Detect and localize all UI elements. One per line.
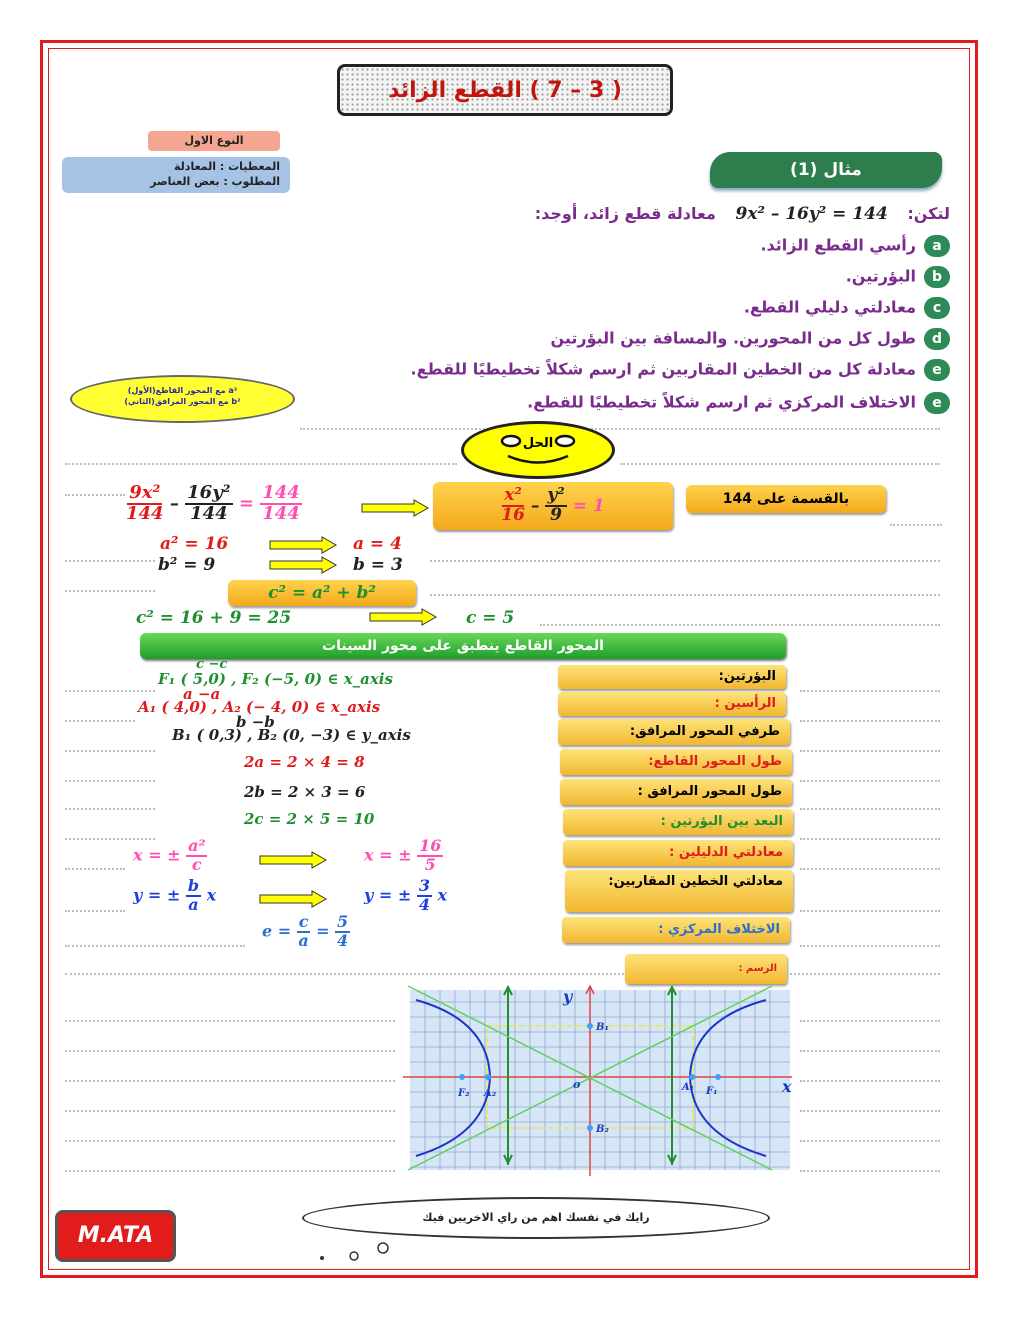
fraction [417, 838, 443, 874]
solution-label: الحل [522, 436, 554, 451]
label-foci: البؤرتين: [558, 665, 786, 689]
c-calculation: c² = 16 + 9 = 25 [136, 608, 292, 628]
numerator: 5 [337, 912, 349, 931]
a2-label: A₂ [484, 1088, 497, 1099]
asymptote-lhs: y = ± [364, 885, 412, 905]
y-axis-label: y [563, 987, 573, 1006]
item-text: رأسي القطع الزائد. [760, 235, 916, 255]
divide-label: بالقسمة على 144 [686, 485, 886, 513]
origin-label: o [573, 1078, 581, 1091]
cloud-line: b² مع المحور المرافق(الثاني) [124, 397, 241, 406]
denominator: 144 [262, 502, 300, 524]
required-text: المطلوب : بعض العناصر [150, 175, 280, 188]
denominator: 144 [126, 502, 164, 524]
numerator: 16y² [187, 482, 231, 503]
label-asymptotes: معادلتي الخطين المقاربين: [565, 870, 793, 912]
asymptote-lhs: y = ± [133, 885, 181, 905]
numerator: 144 [262, 482, 300, 503]
numerator: y² [547, 485, 565, 506]
denominator: 144 [190, 502, 228, 524]
asymptote-var: x [437, 885, 448, 905]
type-label: النوع الاول [148, 131, 280, 151]
a-squared: a² = 16 [160, 534, 229, 554]
item-text: معادلتي دليلي القطع. [743, 297, 916, 317]
author-badge: M.ATA [55, 1210, 176, 1262]
directrix-arrows [500, 985, 680, 1170]
intro-prefix: لتكن: [907, 204, 950, 223]
fraction [335, 914, 350, 950]
rhs: = 1 [572, 496, 605, 516]
arrow-tip-icon [668, 987, 676, 995]
x-axis-label: x [782, 1077, 792, 1096]
denominator: 9 [550, 505, 562, 525]
givens-text: المعطيات : المعادلة [174, 160, 280, 173]
denominator: 4 [418, 894, 430, 914]
arrow-icon [270, 537, 336, 553]
operator: – [169, 492, 179, 514]
label-transverse-length: طول المحور القاطع: [560, 749, 792, 775]
numerator: x² [504, 485, 522, 506]
item-text: طول كل من المحورين. والمسافة بين البؤرتين [550, 328, 916, 348]
arrow-tip-icon [668, 1155, 676, 1163]
directrix-lhs: x = ± [364, 845, 412, 865]
focus-point [715, 1074, 721, 1080]
item-text: البؤرتين. [845, 266, 916, 286]
b-value: b = 3 [353, 555, 403, 575]
vertices-answer: A₁ ( 4,0) , A₂ (− 4, 0) ∈ x_axis [138, 698, 381, 716]
denominator: a [298, 930, 309, 950]
page-title: ( 3 – 7 ) القطع الزائد [337, 64, 673, 116]
fraction [417, 878, 432, 914]
vertex-point [689, 1074, 695, 1080]
directrix-answer [364, 838, 443, 874]
denominator: 16 [501, 505, 525, 525]
denominator: 4 [337, 930, 349, 950]
label-conjugate-length: طول المحور المرافق : [560, 779, 792, 805]
item-badge: e [924, 392, 950, 414]
a-value: a = 4 [353, 534, 402, 554]
arrow-tip-icon [504, 1155, 512, 1163]
item-badge: e [924, 359, 950, 381]
vertex-point [485, 1074, 491, 1080]
numerator: c [298, 912, 309, 931]
conjugate-ends-answer: B₁ ( 0,3) , B₂ (0, −3) ∈ y_axis [172, 726, 411, 744]
arrow-icon [370, 609, 436, 625]
ecc-lhs: e = [262, 921, 292, 941]
axis-banner: المحور القاطع ينطبق على محور السينات [140, 633, 786, 659]
denominator: a [188, 894, 199, 914]
fraction [186, 878, 201, 914]
label-conjugate-ends: طرفي المحور المرافق: [558, 719, 790, 745]
operator: – [530, 496, 540, 516]
f1-label: F₁ [706, 1086, 718, 1097]
operator: = [238, 492, 254, 514]
focus-point [459, 1074, 465, 1080]
eccentricity-answer [262, 914, 350, 950]
directrix-formula [133, 838, 207, 874]
b1-label: B₁ [596, 1022, 609, 1033]
item-badge: c [924, 297, 950, 319]
directrix-lhs: x = ± [133, 845, 181, 865]
foci-answer: F₁ ( 5,0) , F₂ (−5, 0) ∈ x_axis [158, 670, 393, 688]
transverse-length-answer: 2a = 2 × 4 = 8 [244, 753, 365, 771]
label-drawing: الرسم : [625, 954, 787, 984]
item-text: الاختلاف المركزي ثم ارسم شكلاً تخطيطيًا للقطع. [527, 392, 916, 412]
focal-distance-answer: 2c = 2 × 5 = 10 [244, 810, 375, 828]
item-text: معادلة كل من الخطين المقاربين ثم ارسم شكلاً تخطيطيًا للقطع. [410, 359, 916, 379]
asymptote-var: x [206, 885, 217, 905]
fraction [186, 838, 207, 874]
numerator: 9x² [129, 482, 161, 503]
numerator: b [187, 876, 200, 895]
b2-label: B₂ [596, 1124, 609, 1135]
example-label: مثال (1) [710, 152, 942, 188]
item-badge: b [924, 266, 950, 288]
arrow-icon [260, 852, 326, 868]
foci-overlabel: c −c [196, 657, 228, 672]
b-squared: b² = 9 [158, 555, 216, 575]
arrow-icon [260, 891, 326, 907]
arrow-icon [362, 500, 428, 516]
c-formula: c² = a² + b² [228, 580, 416, 606]
arrow-tip-icon [504, 987, 512, 995]
item-badge: a [924, 235, 950, 257]
quote-bubble: رايك في نفسك اهم من راي الاخريين فيك [302, 1197, 770, 1239]
denominator: c [191, 854, 202, 874]
intro-suffix: معادلة قطع زائد، أوجد: [534, 204, 716, 223]
numerator: a² [188, 836, 206, 855]
label-eccentricity: الاختلاف المركزي : [562, 917, 790, 943]
conjugate-overlabel: b −b [236, 713, 275, 731]
label-directrices: معادلتي الدليلين : [563, 840, 793, 866]
asymptote-formula [133, 878, 216, 914]
thought-dots-icon [310, 1238, 400, 1268]
f2-label: F₂ [458, 1088, 470, 1099]
cloud-line: a² مع المحور القاطع(الأول) [127, 386, 238, 395]
c-value: c = 5 [466, 608, 515, 628]
intro-equation: 9x² – 16y² = 144 [735, 204, 888, 224]
numerator: 3 [418, 876, 430, 895]
operator: = [316, 921, 330, 941]
label-focal-distance: البعد بين البؤرتين : [563, 809, 793, 835]
denominator: 5 [424, 854, 436, 874]
item-badge: d [924, 328, 950, 350]
numerator: 16 [419, 836, 442, 855]
a1-label: A₁ [682, 1082, 695, 1093]
conjugate-length-answer: 2b = 2 × 3 = 6 [244, 783, 366, 801]
vertices-overlabel: a −a [183, 685, 221, 703]
fraction [297, 914, 311, 950]
asymptote-answer [364, 878, 447, 914]
arrow-icon [270, 557, 336, 573]
label-vertices: الرأسين : [558, 692, 786, 716]
